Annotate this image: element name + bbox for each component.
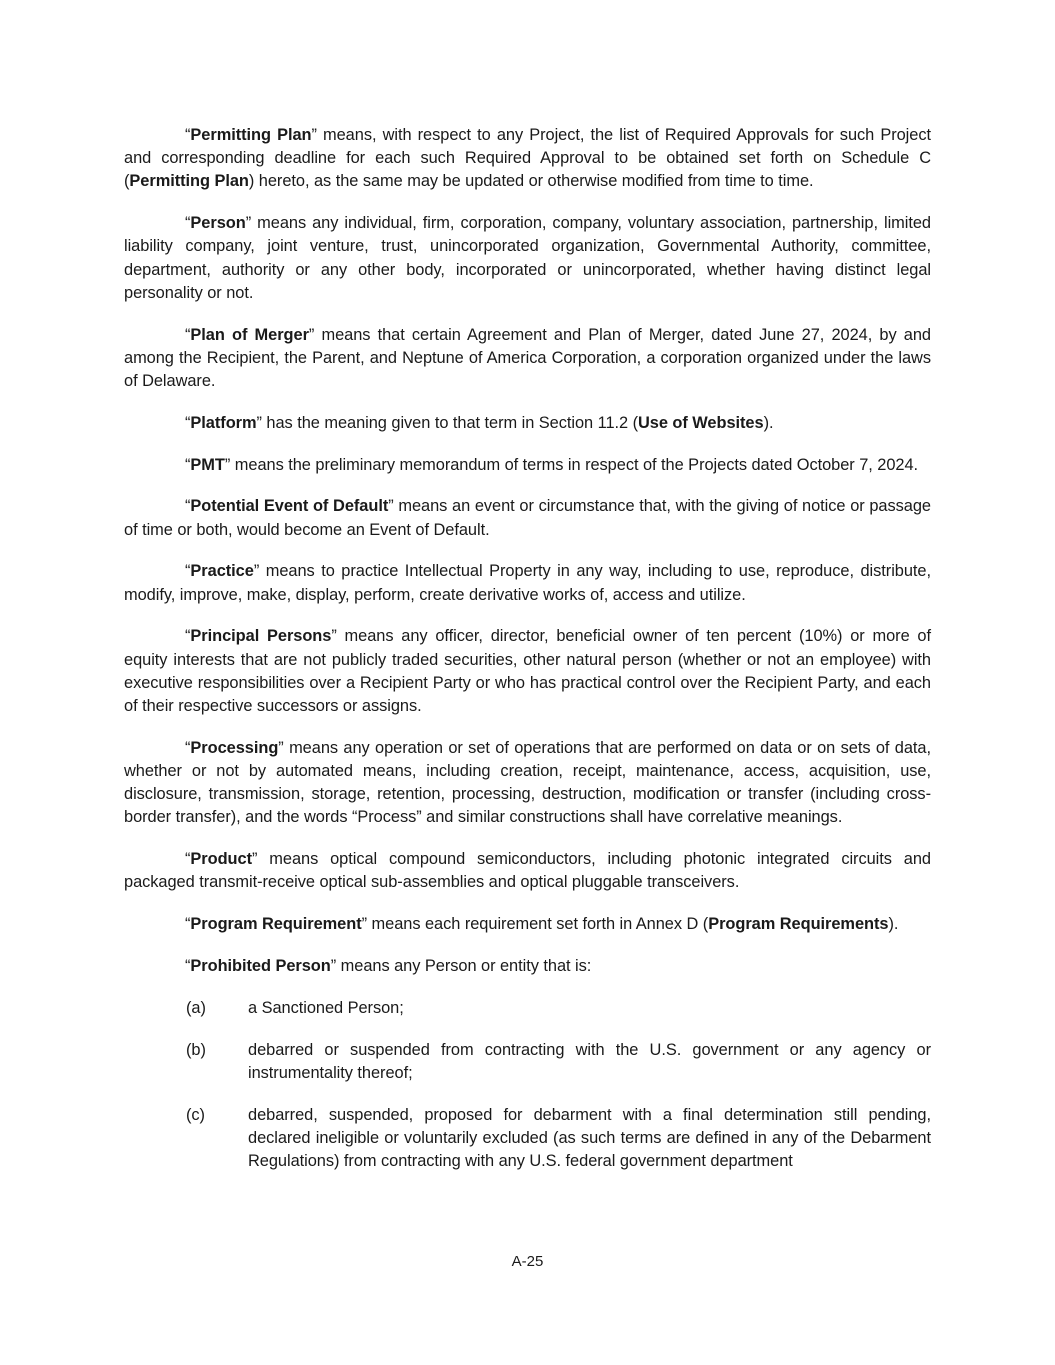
definition-text: “ (185, 915, 191, 934)
list-item-label: (c) (186, 1105, 205, 1124)
definition-platform (124, 412, 931, 435)
defined-term: Permitting Plan (190, 126, 312, 144)
definition-text: ” means the preliminary memorandum of terms in respect of the Projects dated October 7, 2024. (224, 455, 919, 474)
definition-principal-persons (124, 625, 931, 718)
definition-text: “ (185, 455, 191, 474)
page-number: A-25 (511, 1253, 544, 1270)
defined-term: Program Requirements (708, 915, 889, 934)
list-item-text: debarred or suspended from contracting with the U.S. government or any agency or instrumentality thereof; (248, 1040, 931, 1082)
list-item-text: debarred, suspended, proposed for debarment with a final determination still pending, declared ineligible or voluntarily excluded (as such terms are defined in any of the Debarment Regulations) from contracting with any U.S. federal government department (248, 1105, 931, 1171)
definitions-section (124, 124, 931, 978)
list-item (124, 1104, 931, 1174)
definition-text: ” means, with respect to any Project, the list of Required Approvals for such Project and corresponding deadline for each such Required Approval to be obtained set forth on Schedule C ( (124, 126, 931, 191)
defined-term: Platform (190, 413, 257, 432)
definition-text: ” means any individual, firm, corporation, company, voluntary association, partnership, limited liability company, joint venture, trust, unincorporated organization, Governmental Authority, committee, department, authority or any other body, incorporated or unincorporated, whether having distinct legal personality or not. (124, 214, 931, 302)
defined-term: Product (190, 850, 252, 869)
defined-term: Prohibited Person (190, 957, 331, 976)
definition-text: “ (185, 738, 191, 757)
defined-term: Program Requirement (190, 915, 362, 934)
definition-processing (124, 737, 931, 830)
list-item-label: (b) (186, 1040, 206, 1059)
definition-pmt (124, 454, 931, 477)
prohibited-person-list (124, 997, 931, 1173)
definition-text: ). (888, 915, 899, 934)
definition-text: ” means any officer, director, beneficial owner of ten percent (10%) or more of equity interests that are not publicly traded securities, other natural person (whether or not an employee) with executive responsibilities over a Recipient Party or who has practical control over the Recipient Party, and each of their respective successors or assigns. (124, 627, 931, 716)
defined-term: Practice (190, 562, 254, 581)
defined-term: Plan of Merger (190, 325, 309, 344)
definition-person (124, 212, 931, 305)
definition-text: ” means each requirement set forth in Annex D ( (361, 915, 709, 934)
definition-text: “ (185, 850, 191, 869)
definition-permitting-plan (124, 124, 931, 194)
definition-text: ” means that certain Agreement and Plan of Merger, dated June 27, 2024, by and among the Recipient, the Parent, and Neptune of America Corporation, a corporation organized under the laws of Delaware. (124, 325, 931, 391)
definition-text: ” means to practice Intellectual Property in any way, including to use, reproduce, distribute, modify, improve, make, display, perform, create derivative works of, access and utilize. (124, 562, 931, 604)
definition-text: “ (185, 562, 191, 581)
defined-term: Processing (190, 738, 279, 757)
definition-practice (124, 560, 931, 606)
definition-plan-of-merger (124, 324, 931, 394)
definition-program-requirement (124, 913, 931, 936)
defined-term: Use of Websites (638, 413, 764, 432)
document-page (124, 124, 931, 1192)
list-item-text: a Sanctioned Person; (248, 998, 404, 1017)
definition-text: ” has the meaning given to that term in Section 11.2 ( (256, 413, 638, 432)
defined-term: Person (190, 214, 246, 233)
definition-text: “ (185, 214, 191, 233)
defined-term: Potential Event of Default (190, 497, 389, 516)
definition-text: ) hereto, as the same may be updated or otherwise modified from time to time. (248, 172, 814, 191)
definition-text: “ (185, 497, 191, 516)
definition-text: “ (185, 126, 191, 144)
definition-product (124, 848, 931, 894)
list-item-label: (a) (186, 998, 206, 1017)
definition-text: “ (185, 413, 191, 432)
definition-potential-event-of-default (124, 495, 931, 541)
list-item (124, 1039, 931, 1085)
definition-text: ). (763, 413, 774, 432)
defined-term: Principal Persons (190, 627, 332, 646)
definition-text: “ (185, 627, 191, 646)
definition-text: “ (185, 957, 191, 976)
definition-prohibited-person (124, 955, 931, 978)
defined-term: PMT (190, 455, 225, 474)
definition-text: ” means any Person or entity that is: (330, 957, 592, 976)
list-item (124, 997, 931, 1020)
definition-text: ” means an event or circumstance that, with the giving of notice or passage of time or both, would become an Event of Default. (124, 497, 931, 539)
definition-text: “ (185, 325, 191, 344)
definition-text: ” means optical compound semiconductors, including photonic integrated circuits and packaged transmit-receive optical sub-assemblies and optical pluggable transceivers. (124, 850, 931, 892)
definition-text: ” means any operation or set of operations that are performed on data or on sets of data, whether or not by automated means, including creation, receipt, maintenance, access, acquisition, use, disclosure, transmission, storage, retention, processing, destruction, modification or transfer (including cross-border transfer), and the words “Process” and similar constructions shall have correlative meanings. (124, 738, 931, 827)
defined-term: Permitting Plan (129, 172, 249, 191)
